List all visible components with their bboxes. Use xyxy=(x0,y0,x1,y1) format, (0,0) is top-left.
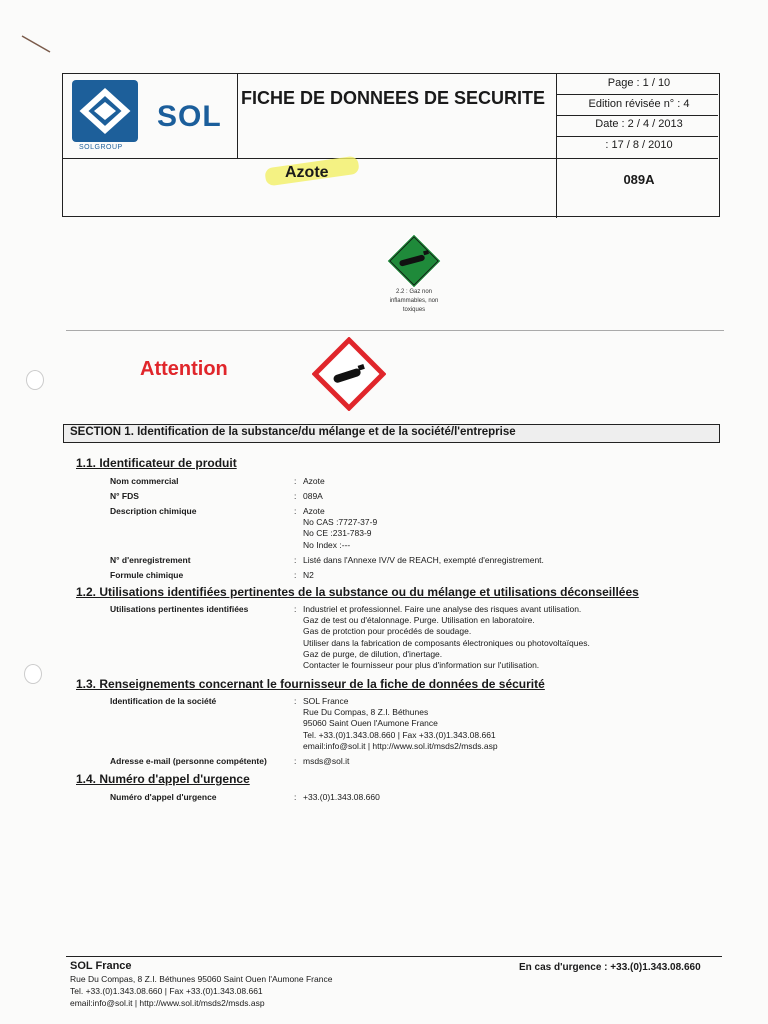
emergency-phone: : +33.(0)1.343.08.660 xyxy=(294,792,380,802)
field-label: N° FDS xyxy=(110,491,139,501)
transport-label-caption: 2.2 : Gaz non inflammables, non toxiques xyxy=(389,289,439,313)
field-value: : Azote No CAS :7727-37-9 No CE :231-783-9 No Index :--- xyxy=(294,506,378,550)
field-label: Nom commercial xyxy=(110,476,179,486)
divider xyxy=(66,330,724,331)
field-value: : N2 xyxy=(294,570,314,580)
field-label: Description chimique xyxy=(110,506,197,516)
footer-web: email:info@sol.it | http://www.sol.it/msds2/msds.asp xyxy=(70,998,265,1008)
field-label: Identification de la société xyxy=(110,696,217,706)
gas-cylinder-icon xyxy=(312,337,386,411)
field-label: Adresse e-mail (personne compétente) xyxy=(110,756,267,766)
previous-date: : 17 / 8 / 2010 xyxy=(605,139,673,151)
footer-phone: Tel. +33.(0)1.343.08.660 | Fax +33.(0)1.343.08.661 xyxy=(70,986,263,996)
contact-email: : msds@sol.it xyxy=(294,756,350,766)
logo-subtitle: SOLGROUP xyxy=(79,144,123,151)
substance-name: Azote xyxy=(285,164,329,181)
revision-date: Date : 2 / 4 / 2013 xyxy=(595,118,683,130)
transport-label-icon xyxy=(385,232,443,290)
logo-wordmark: SOL xyxy=(157,100,222,133)
punch-hole xyxy=(24,664,42,684)
field-label: Formule chimique xyxy=(110,570,184,580)
signal-word: Attention xyxy=(140,358,228,380)
document-header xyxy=(62,73,720,217)
subsection-1-3-title: 1.3. Renseignements concernant le fournisseur de la fiche de données de sécurité xyxy=(76,677,545,691)
subsection-1-4-title: 1.4. Numéro d'appel d'urgence xyxy=(76,772,250,786)
field-label: Numéro d'appel d'urgence xyxy=(110,792,217,802)
field-value: : Listé dans l'Annexe IV/V de REACH, exempté d'enregistrement. xyxy=(294,555,544,565)
subsection-1-2-title: 1.2. Utilisations identifiées pertinentes de la substance ou du mélange et utilisations déconseillées xyxy=(76,585,639,599)
field-value: : Industriel et professionnel. Faire une analyse des risques avant utilisation. Gaz de test ou d'étalonnage. Purge. Utilisation en laboratoire. Gas de protction pour procédés de soudage. Utiliser dans la fabrication de composants électroniques ou photovoltaïques. Gaz de purge, de dilution, d'inertage. Contacter le fournisseur pour plus d'information sur l'utilisation. xyxy=(294,604,590,671)
scan-mark xyxy=(20,30,56,60)
subsection-1-1-title: 1.1. Identificateur de produit xyxy=(76,456,237,470)
edition-number: Edition révisée n° : 4 xyxy=(588,98,690,110)
footer-company: SOL France xyxy=(70,960,132,972)
fds-code: 089A xyxy=(623,172,655,187)
punch-hole xyxy=(26,370,44,390)
document-title: FICHE DE DONNEES DE SECURITE xyxy=(241,88,546,108)
footer-divider xyxy=(66,956,722,957)
page-number: Page : 1 / 10 xyxy=(607,77,671,89)
section-1-heading: SECTION 1. Identification de la substance/du mélange et de la société/l'entreprise xyxy=(63,424,720,443)
footer-emergency: En cas d'urgence : +33.(0)1.343.08.660 xyxy=(519,962,701,973)
field-label: Utilisations pertinentes identifiées xyxy=(110,604,249,614)
field-value: : SOL France Rue Du Compas, 8 Z.I. Béthunes 95060 Saint Ouen l'Aumone France Tel. +33.(0)1.343.08.660 | Fax +33.(0)1.343.08.661 email:info@sol.it | http://www.sol.it/msds2/msds.asp xyxy=(294,696,498,751)
field-value: : 089A xyxy=(294,491,323,501)
field-value: : Azote xyxy=(294,476,325,486)
footer-address: Rue Du Compas, 8 Z.I. Béthunes 95060 Saint Ouen l'Aumone France xyxy=(70,974,333,984)
field-label: N° d'enregistrement xyxy=(110,555,191,565)
